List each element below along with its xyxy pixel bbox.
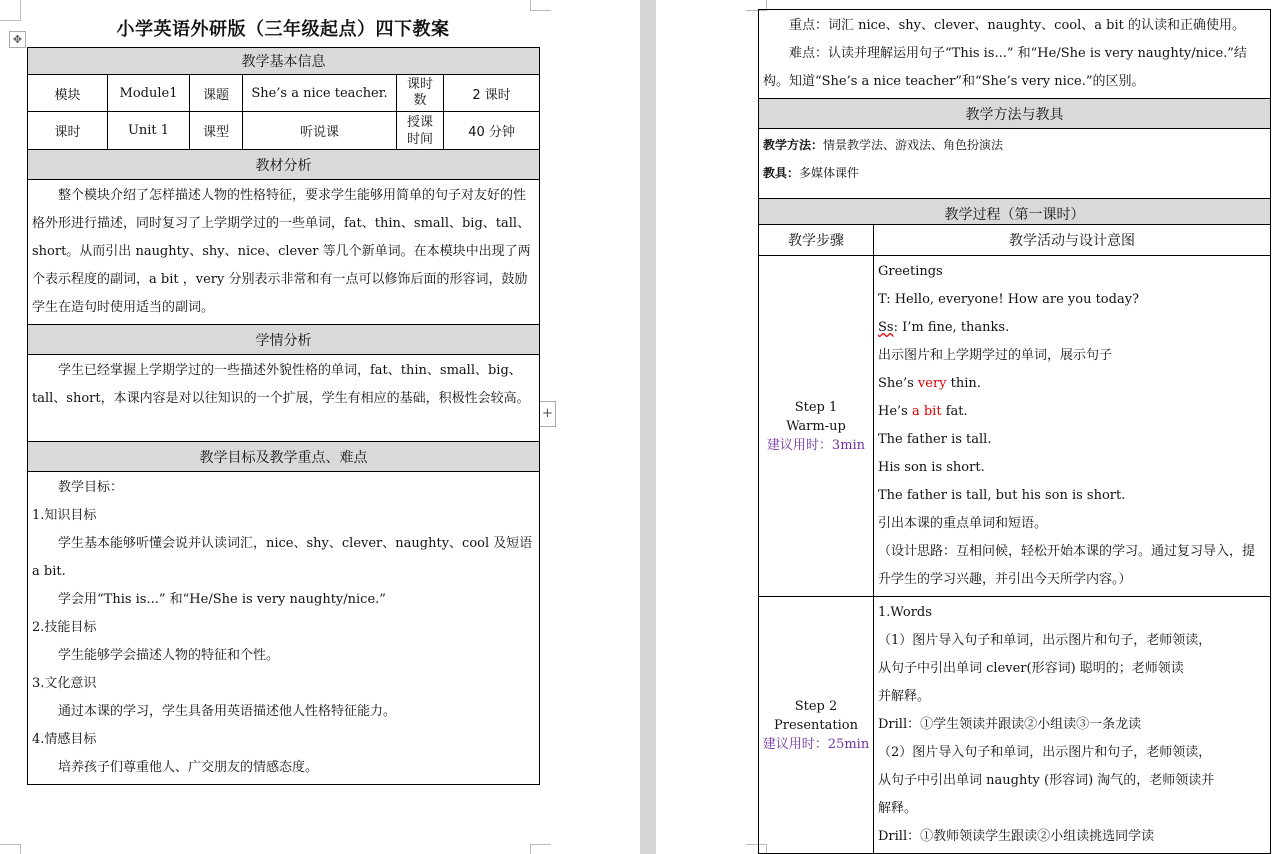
learner-analysis-text: 学生已经掌握上学期学过的一些描述外貌性格的单词，fat、thin、small、big、tall、short，本课内容是对以往知识的一个扩展，学生有相应的基础，积极性会较高。 — [32, 363, 530, 406]
step2-sub: Presentation — [774, 717, 858, 733]
page-corner-mark — [0, 844, 21, 854]
teaching-time-value: 40 分钟 — [444, 112, 540, 150]
culture-goal-title: 3.文化意识 — [32, 676, 97, 691]
step1-line: T: Hello, everyone! How are you today? — [878, 292, 1140, 307]
step2-line: 解释。 — [878, 801, 918, 816]
module-label: 模块 — [28, 75, 108, 112]
skill-goal-text: 学生能够学会描述人物的特征和个性。 — [58, 648, 280, 663]
knowledge-goal-text: 学生基本能够听懂会说并认读词汇，nice、shy、clever、naughty、cool 及短语 a bit. — [32, 536, 533, 579]
learner-analysis-header: 学情分析 — [28, 325, 540, 355]
class-type-value: 听说课 — [243, 112, 397, 150]
step2-name: Step 2 — [794, 698, 838, 714]
step1-sub: Warm-up — [786, 418, 846, 434]
page-gutter — [640, 0, 656, 854]
goals-header: 教学目标及教学重点、难点 — [28, 442, 540, 472]
skill-goal-title: 2.技能目标 — [32, 620, 97, 635]
emotion-goal-text: 培养孩子们尊重他人、广交朋友的情感态度。 — [58, 760, 319, 775]
methods-label: 教学方法： — [763, 138, 824, 152]
lesson-info-table — [27, 47, 540, 785]
step1-line: 出示图片和上学期学过的单词，展示句子 — [878, 348, 1113, 363]
teaching-time-label: 授课时间 — [397, 112, 444, 150]
difficult-points-text: 难点：认读并理解运用句子“This is...” 和“He/She is very naughty/nice.”结构。知道“She’s a nice teacher”和“She’s very nice.”的区别。 — [763, 46, 1247, 89]
tools-label: 教具： — [763, 166, 800, 180]
step2-time: 建议用时：25min — [762, 736, 870, 752]
step1-time: 建议用时：3min — [766, 437, 866, 453]
methods-text: 情景教学法、游戏法、角色扮演法 — [823, 138, 1004, 152]
step1-line: 引出本课的重点单词和短语。 — [878, 516, 1048, 531]
step1-activity-cell — [874, 256, 1271, 597]
material-analysis-header: 教材分析 — [28, 150, 540, 180]
step1-line: His son is short. — [878, 460, 985, 475]
period-label: 课时 — [28, 112, 108, 150]
step2-cell — [759, 597, 874, 854]
step2-line: 1.Words — [878, 605, 932, 620]
page-corner-mark — [530, 844, 551, 854]
sentence-part: She’s — [878, 376, 918, 391]
step2-line: （1）图片导入句子和单词，出示图片和句子，老师领读， — [878, 633, 1212, 648]
step2-line: （2）图片导入句子和单词，出示图片和句子，老师领读， — [878, 745, 1212, 760]
knowledge-goal-text-2: 学会用“This is...” 和“He/She is very naughty/nice.” — [58, 592, 386, 607]
sentence-part: thin. — [946, 376, 981, 391]
col-activity-header: 教学活动与设计意图 — [874, 225, 1271, 256]
sentence-part: He’s — [878, 404, 912, 419]
key-points-text: 重点：词汇 nice、shy、clever、naughty、cool、a bit 的认读和正确使用。 — [789, 18, 1245, 33]
step1-line — [878, 370, 1266, 398]
document-title: 小学英语外研版（三年级起点）四下教案 — [116, 19, 450, 40]
module-value: Module1 — [108, 75, 190, 112]
step1-line: （设计思路：互相问候，轻松开始本课的学习。通过复习导入，提升学生的学习兴趣，并引出今天所学内容。） — [878, 544, 1256, 587]
basic-info-header: 教学基本信息 — [28, 48, 540, 75]
highlight-word: very — [917, 376, 947, 391]
emotion-goal-title: 4.情感目标 — [32, 732, 97, 747]
methods-header: 教学方法与教具 — [759, 99, 1271, 129]
learner-analysis-cell — [28, 355, 540, 442]
culture-goal-text: 通过本课的学习，学生具备用英语描述他人性格特征能力。 — [58, 704, 397, 719]
tools-text: 多媒体课件 — [799, 166, 860, 180]
methods-cell — [759, 129, 1271, 199]
process-header: 教学过程（第一课时） — [759, 199, 1271, 225]
focus-cell — [759, 10, 1271, 99]
step1-cell — [759, 256, 874, 597]
material-analysis-text: 整个模块介绍了怎样描述人物的性格特征，要求学生能够用简单的句子对友好的性格外形进行描述，同时复习了上学期学过的一些单词，fat、thin、small、big、tall、short。从而引出 naughty、shy、nice、clever 等几个新单词。在本模块中出现了两个表示程度的副词，a bit ，very 分别表示非常和有一点可以修饰后面的形容词，鼓励学生在造句时使用适当的副词。 — [32, 188, 531, 315]
topic-value: She’s a nice teacher. — [243, 75, 397, 112]
step2-activity-cell — [874, 597, 1271, 854]
left-page — [0, 0, 640, 854]
goals-intro: 教学目标： — [58, 480, 124, 495]
goals-cell — [28, 472, 540, 785]
page-corner-mark — [0, 0, 21, 21]
step2-line: Drill：①教师领读学生跟读②小组读挑选同学读 — [878, 829, 1155, 844]
material-analysis-cell — [28, 180, 540, 325]
topic-label: 课题 — [190, 75, 243, 112]
step2-line: 从句子中引出单词 clever(形容词) 聪明的；老师领读 — [878, 661, 1184, 676]
step2-line: 从句子中引出单词 naughty (形容词) 淘气的，老师领读并 — [878, 773, 1215, 788]
period-count-value: 2 课时 — [444, 75, 540, 112]
highlight-word: a bit — [911, 404, 942, 419]
step1-line: Greetings — [878, 264, 943, 279]
col-step-header: 教学步骤 — [759, 225, 874, 256]
table-move-handle-icon[interactable]: ✥ — [9, 31, 26, 48]
step2-line: Drill：①学生领读并跟读②小组读③一条龙读 — [878, 717, 1142, 732]
methods-line — [763, 131, 1266, 159]
step1-students-label: Ss — [878, 320, 894, 335]
lesson-process-table — [758, 9, 1271, 854]
step2-line: 并解释。 — [878, 689, 931, 704]
knowledge-goal-title: 1.知识目标 — [32, 508, 97, 523]
step1-name: Step 1 — [794, 399, 838, 415]
right-page — [656, 0, 1283, 854]
step1-line: The father is tall. — [878, 432, 992, 447]
step1-line — [878, 398, 1266, 426]
step1-line: The father is tall, but his son is short. — [878, 488, 1126, 503]
step1-line — [878, 314, 1266, 342]
tools-line — [763, 159, 1266, 187]
period-count-label: 课时数 — [397, 75, 444, 112]
class-type-label: 课型 — [190, 112, 243, 150]
sentence-part: fat. — [941, 404, 968, 419]
step1-students-text: : I’m fine, thanks. — [893, 320, 1010, 335]
period-value: Unit 1 — [108, 112, 190, 150]
page-corner-mark — [530, 0, 551, 11]
add-row-handle-icon[interactable]: + — [539, 401, 556, 427]
